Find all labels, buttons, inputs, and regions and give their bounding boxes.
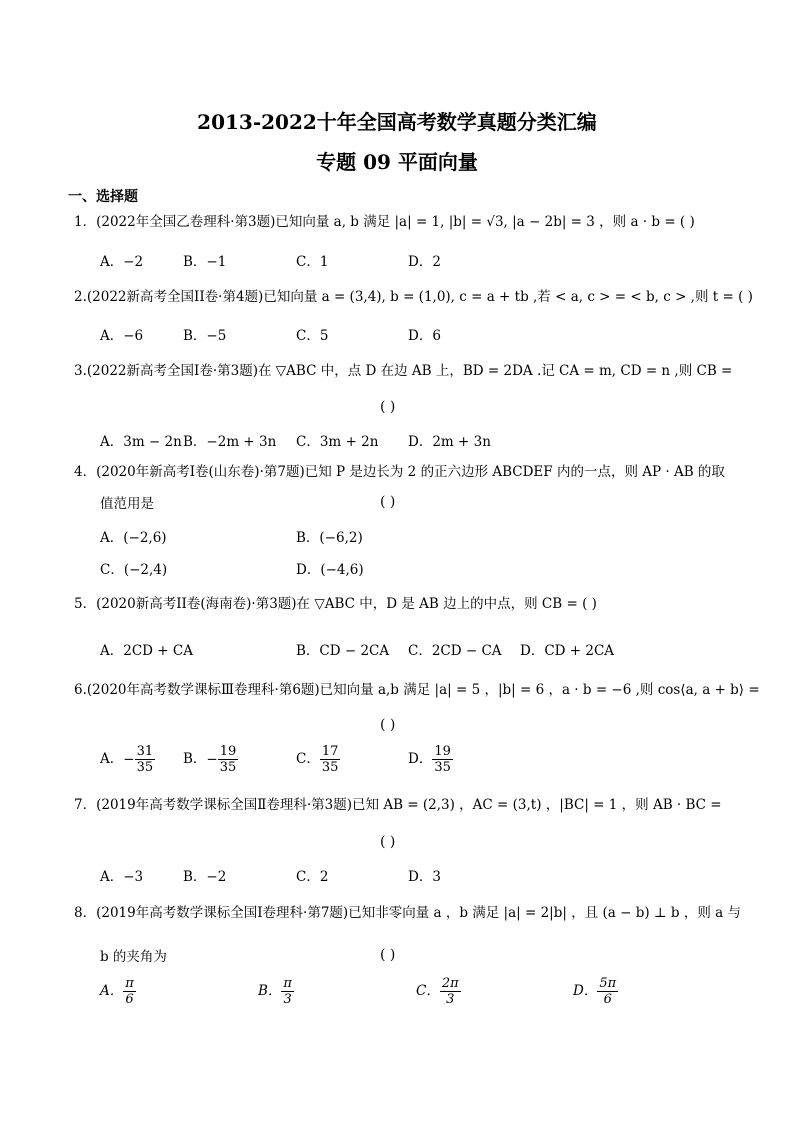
denominator: 3 <box>283 992 292 1007</box>
q3-option-a[interactable]: A．3m − 2n <box>100 434 182 450</box>
answer-bracket: ( ) <box>380 494 396 510</box>
q7-option-d[interactable]: D．3 <box>408 869 441 885</box>
q1-option-d[interactable]: D．2 <box>408 254 441 270</box>
q6-option-a[interactable] <box>100 744 155 775</box>
question-4: 4．(2020年新高考I卷(山东卷)·第7题)已知 P 是边长为 2 的正六边形 ABCDEF 内的一点，则 AP · AB 的取 <box>74 464 725 480</box>
q1-option-b[interactable]: B．−1 <box>183 254 227 270</box>
page-subtitle: 专题 09 平面向量 <box>316 150 478 174</box>
page-title: 2013-2022十年全国高考数学真题分类汇编 <box>197 110 597 134</box>
question-8-continued: b 的夹角为 <box>100 949 167 965</box>
q1-option-c[interactable]: C．1 <box>296 254 329 270</box>
q8-option-c[interactable] <box>416 976 461 1007</box>
q2-option-b[interactable]: B．−5 <box>183 328 227 344</box>
option-label: B． <box>183 751 207 767</box>
denominator: 6 <box>603 992 612 1007</box>
q8-option-d[interactable] <box>573 976 618 1007</box>
q5-option-c[interactable]: C．2CD − CA <box>408 643 502 659</box>
numerator: 19 <box>219 744 237 759</box>
numerator: 31 <box>136 744 154 759</box>
q7-option-c[interactable]: C．2 <box>296 869 329 885</box>
denominator: 6 <box>125 992 134 1007</box>
q4-option-b[interactable]: B．(−6,2) <box>296 530 363 546</box>
q7-option-b[interactable]: B．−2 <box>183 869 227 885</box>
fraction <box>123 976 136 1007</box>
fraction <box>432 744 453 775</box>
numerator: π <box>125 976 134 991</box>
question-4-continued: 值范用是 <box>100 496 154 512</box>
fraction <box>281 976 294 1007</box>
denominator: 35 <box>321 760 339 775</box>
q3-option-d[interactable]: D．2m + 3n <box>408 434 491 450</box>
denominator: 35 <box>434 760 451 775</box>
denominator: 3 <box>446 992 455 1007</box>
option-label: C． <box>296 751 320 767</box>
section-heading: 一、选择题 <box>68 189 138 205</box>
q5-option-d[interactable]: D．CD + 2CA <box>520 643 615 659</box>
option-label: A． <box>100 983 124 999</box>
fraction <box>218 744 239 775</box>
question-8: 8．(2019年高考数学课标全国I卷理科·第7题)已知非零向量 a ，b 满足 |a| = 2|b| ，且 (a − b) ⊥ b ，则 a 与 <box>74 905 741 921</box>
numerator: 17 <box>321 744 339 759</box>
numerator: π <box>283 976 292 991</box>
q6-option-c[interactable] <box>296 744 340 775</box>
q7-option-a[interactable]: A．−3 <box>100 869 144 885</box>
q4-option-a[interactable]: A．(−2,6) <box>100 530 167 546</box>
numerator: 5π <box>599 976 617 991</box>
q3-option-b[interactable]: B．−2m + 3n <box>183 434 277 450</box>
q4-option-c[interactable]: C．(−2,4) <box>100 562 168 578</box>
denominator: 35 <box>136 760 154 775</box>
question-2: 2.(2022新高考全国II卷·第4题)已知向量 a = (3,4), b = (1,0), c = a + tb ,若 < a, c > = < b, c > ,则 t = ( ) <box>74 289 753 305</box>
option-label: C． <box>416 983 440 999</box>
numerator: 19 <box>434 744 451 759</box>
answer-bracket: ( ) <box>380 834 396 850</box>
q6-option-d[interactable] <box>408 744 453 775</box>
q4-option-d[interactable]: D．(−4,6) <box>296 562 364 578</box>
question-6: 6.(2020年高考数学课标Ⅲ卷理科·第6题)已知向量 a,b 满足 |a| = 5 ，|b| = 6 ，a · b = −6 ,则 cos⟨a, a + b⟩ = <box>74 682 760 698</box>
minus-sign: − <box>123 751 135 768</box>
fraction <box>135 744 156 775</box>
question-3: 3.(2022新高考全国I卷·第3题)在 ▽ABC 中，点 D 在边 AB 上，BD = 2DA .记 CA = m, CD = n ,则 CB = <box>74 363 733 379</box>
q2-option-a[interactable]: A．−6 <box>100 328 144 344</box>
option-label: B． <box>258 983 282 999</box>
q5-option-b[interactable]: B．CD − 2CA <box>296 643 390 659</box>
numerator: 2π <box>441 976 459 991</box>
question-5: 5．(2020新高考II卷(海南卷)·第3题)在 ▽ABC 中，D 是 AB 边上的中点，则 CB = ( ) <box>74 596 597 612</box>
answer-bracket: ( ) <box>380 947 396 963</box>
minus-sign: − <box>206 751 218 768</box>
answer-bracket: ( ) <box>380 399 396 415</box>
q2-option-d[interactable]: D．6 <box>408 328 441 344</box>
q6-option-b[interactable] <box>183 744 238 775</box>
fraction <box>320 744 341 775</box>
fraction <box>597 976 618 1007</box>
q2-option-c[interactable]: C．5 <box>296 328 329 344</box>
q8-option-a[interactable] <box>100 976 136 1007</box>
answer-bracket: ( ) <box>380 717 396 733</box>
option-label: D． <box>573 983 598 999</box>
q8-option-b[interactable] <box>258 976 294 1007</box>
question-1: 1．(2022年全国乙卷理科·第3题)已知向量 a, b 满足 |a| = 1, |b| = √3, |a − 2b| = 3 ，则 a · b = ( ) <box>74 214 695 230</box>
option-label: A． <box>100 751 124 767</box>
q3-option-c[interactable]: C．3m + 2n <box>296 434 379 450</box>
q5-option-a[interactable]: A．2CD + CA <box>100 643 193 659</box>
question-7: 7．(2019年高考数学课标全国Ⅱ卷理科·第3题)已知 AB = (2,3) ，AC = (3,t) ，|BC| = 1 ，则 AB · BC = <box>74 797 722 813</box>
option-label: D． <box>408 751 433 767</box>
fraction <box>440 976 461 1007</box>
q1-option-a[interactable]: A．−2 <box>100 254 144 270</box>
denominator: 35 <box>219 760 237 775</box>
